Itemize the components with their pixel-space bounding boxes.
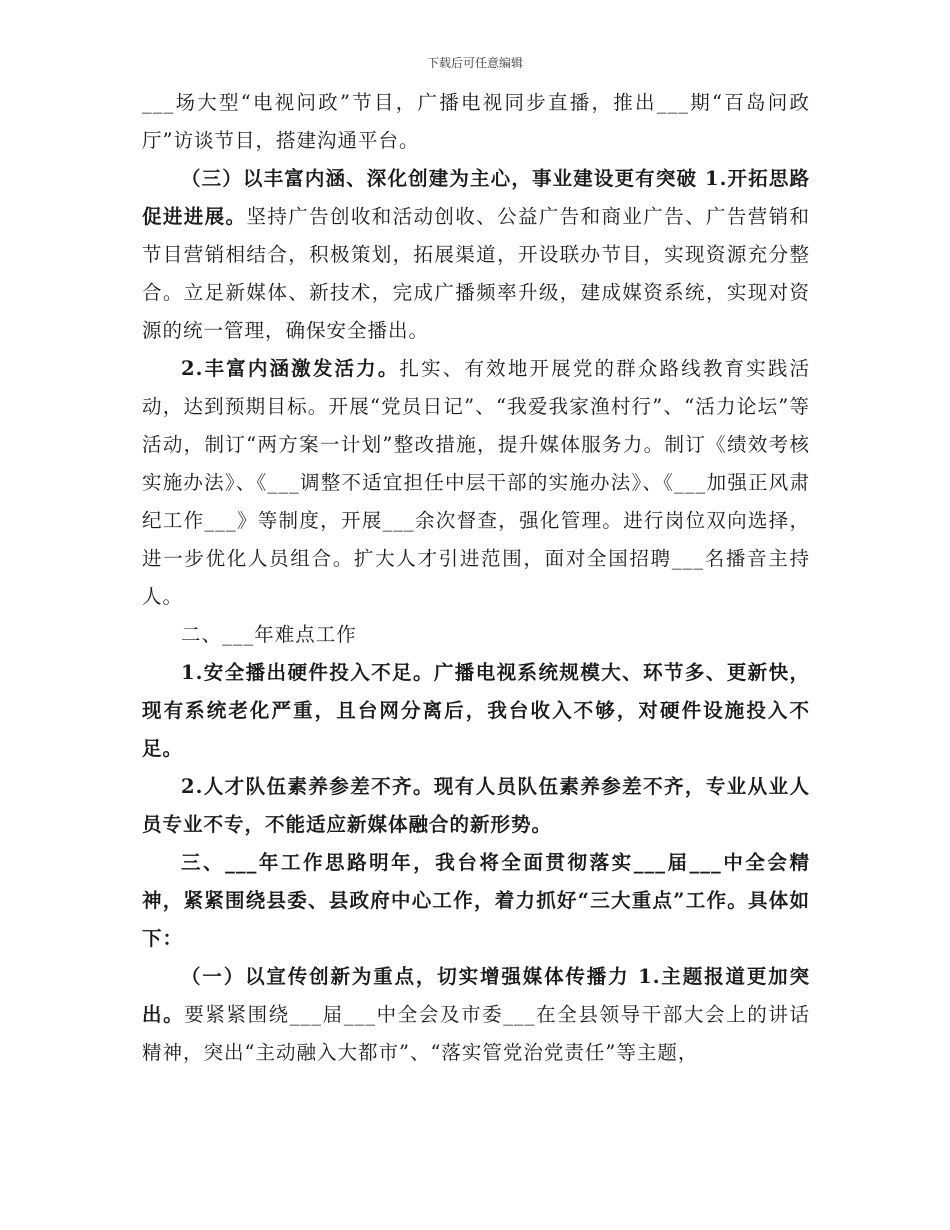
text-run: 要紧紧围绕___届___中全会及市委___在全县领导干部大会上的讲话精神，突出“主动融入大都市”、“落实管党治党责任”等主题， — [142, 1003, 810, 1064]
bold-text-run: 2.人才队伍素养参差不齐。现有人员队伍素养参差不齐，专业从业人员专业不专，不能适应新媒体融合的新形势。 — [142, 775, 810, 836]
text-run: ___场大型“电视问政”节目，广播电视同步直播，推出___期“百岛问政厅”访谈节目，搭建沟通平台。 — [142, 91, 810, 152]
section-heading — [142, 616, 810, 654]
bold-heading-run: （三）以丰富内涵、深化创建为主心，事业建设更有突破 1.开拓思路促进进展。 — [142, 167, 810, 228]
text-run: 扎实、有效地开展党的群众路线教育实践活动，达到预期目标。开展“党员日记”、“我爱我家渔村行”、“活力论坛”等活动，制订“两方案一计划”整改措施，提升媒体服务力。制订《绩效考核实施办法》、《___调整不适宜担任中层干部的实施办法》、《___加强正风肃纪工作___》等制度，开展___余次督查，强化管理。进行岗位双向选择，进一步优化人员组合。扩大人才引进范围，面对全国招聘___名播音主持人。 — [142, 357, 810, 608]
bold-heading-run: 2.丰富内涵激发活力。 — [181, 357, 400, 380]
paragraph — [142, 350, 810, 616]
paragraph — [142, 84, 810, 160]
paragraph — [142, 654, 810, 768]
paragraph — [142, 958, 810, 1072]
paragraph — [142, 768, 810, 844]
bold-text-run: 三、___年工作思路明年，我台将全面贯彻落实___届___中全会精神，紧紧围绕县委、县政府中心工作，着力抓好“三大重点”工作。具体如下： — [142, 851, 810, 950]
paragraph — [142, 160, 810, 350]
page-header: 下载后可任意编辑 — [426, 56, 523, 70]
text-run: 二、___年难点工作 — [181, 623, 357, 646]
text-run: 坚持广告创收和活动创收、公益广告和商业广告、广告营销和节目营销相结合，积极策划，拓展渠道，开设联办节目，实现资源充分整合。立足新媒体、新技术，完成广播频率升级，建成媒资系统，实现对资源的统一管理，确保安全播出。 — [142, 205, 810, 342]
bold-text-run: 1.安全播出硬件投入不足。广播电视系统规模大、环节多、更新快，现有系统老化严重，且台网分离后，我台收入不够，对硬件设施投入不足。 — [142, 661, 810, 760]
paragraph — [142, 844, 810, 958]
document-body — [142, 84, 810, 1072]
bold-heading-run: （一）以宣传创新为重点，切实增强媒体传播力 1.主题报道更加突出。 — [142, 965, 810, 1026]
